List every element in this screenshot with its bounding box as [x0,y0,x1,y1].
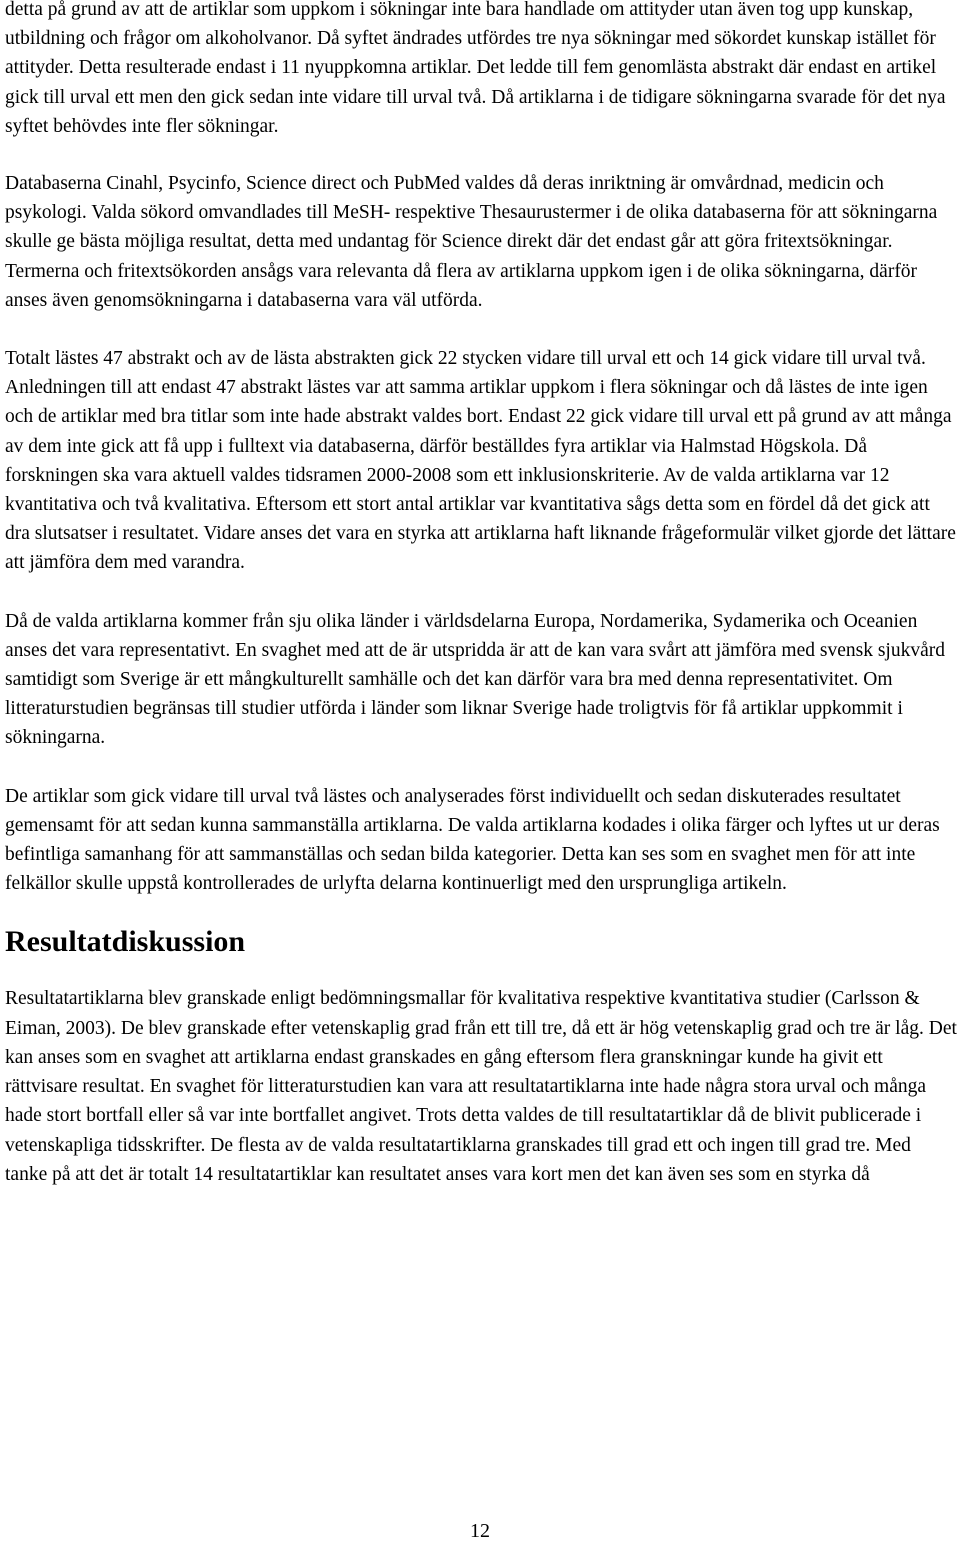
body-paragraph: Resultatartiklarna blev granskade enligt bedömningsmallar för kvalitativa respektive kvantitativa studier (Carlsson & Eiman, 2003). De blev granskade efter vetenskaplig grad från ett till tre, då ett är hög vetenskaplig grad och tre är låg. Det kan anses som en svaghet att artiklarna endast granskades en gång eftersom flera granskningar kunde ha givit ett rättvisare resultat. En svaghet för litteraturstudien kan vara att resultatartiklarna inte hade några stora urval och många hade stort bortfall eller så var inte bortfallet angivet. Trots detta valdes de till resultatartiklar då de blivit publicerade i vetenskapliga tidsskrifter. De flesta av de valda resultatartiklarna granskades till grad ett och ingen till grad tre. Med tanke på att det är totalt 14 resultatartiklar kan resultatet anses vara kort men det kan även ses som en styrka då [5,988,957,1185]
page-body [5,0,957,1189]
body-paragraph: detta på grund av att de artiklar som uppkom i sökningar inte bara handlade om attityder utan även tog upp kunskap, utbildning och frågor om alkoholvanor. Då syftet ändrades utfördes tre nya sökningar med sökordet kunskap istället för attityder. Detta resulterade endast i 11 nyuppkomna artiklar. Det ledde till fem genomlästa abstrakt där endast en artikel gick till urval ett men den gick sedan inte vidare till urval två. Då artiklarna i de tidigare sökningarna svarade för det nya syftet behövdes inte fler sökningar. [5,0,946,137]
body-paragraph: Totalt lästes 47 abstrakt och av de lästa abstrakten gick 22 stycken vidare till urval ett och 14 gick vidare till urval två. Anledningen till att endast 47 abstrakt lästes var att samma artiklar uppkom i flera sökningar och då lästes de inte igen och de artiklar med bra titlar som inte hade abstrakt valdes bort. Endast 22 gick vidare till urval ett på grund av att många av dem inte gick att få upp i fulltext via databaserna, därför beställdes fyra artiklar via Halmstad Högskola. Då forskningen ska vara aktuell valdes tidsramen 2000-2008 som ett inklusionskriterie. Av de valda artiklarna var 12 kvantitativa och två kvalitativa. Eftersom ett stort antal artiklar var kvantitativa sågs detta som en fördel då det gick att dra slutsatser i resultatet. Vidare anses det vara en styrka att artiklarna haft liknande frågeformulär vilket gjorde det lättare att jämföra dem med varandra. [5,348,956,574]
body-paragraph: De artiklar som gick vidare till urval två lästes och analyserades först individuellt och sedan diskuterades resultatet gemensamt för att sedan kunna sammanställa artiklarna. De valda artiklarna kodades i olika färger och lyftes ut ur deras befintliga samanhang för att sammanställas och sedan bilda kategorier. Detta kan ses som en svaghet men för att inte felkällor skulle uppstå kontrollerades de urlyfta delarna kontinuerligt med den ursprungliga artikeln. [5,785,940,895]
page-number: 12 [470,1520,490,1542]
body-paragraph: Databaserna Cinahl, Psycinfo, Science direct och PubMed valdes då deras inriktning är omvårdnad, medicin och psykologi. Valda sökord omvandlades till MeSH- respektive Thesaurustermer i de olika databaserna för att sökningarna skulle ge bästa möjliga resultat, detta med undantag för Science direkt där det endast går att göra fritextsökningar. Termerna och fritextsökorden ansågs vara relevanta då flera av artiklarna uppkom igen i de olika sökningarna, därför anses även genomsökningarna i databaserna vara väl utförda. [5,173,938,311]
section-heading: Resultatdiskussion [5,925,246,959]
body-paragraph: Då de valda artiklarna kommer från sju olika länder i världsdelarna Europa, Nordamerika, Sydamerika och Oceanien anses det vara representativt. En svaghet med att de är utspridda är att de kan vara svårt att jämföra med svensk sjukvård samtidigt som Sverige är ett mångkulturellt samhälle och det kan därför vara bra med denna representativitet. Om litteraturstudien begränsas till studier utförda i länder som liknar Sverige hade troligtvis för få artiklar uppkommit i sökningarna. [5,610,945,749]
